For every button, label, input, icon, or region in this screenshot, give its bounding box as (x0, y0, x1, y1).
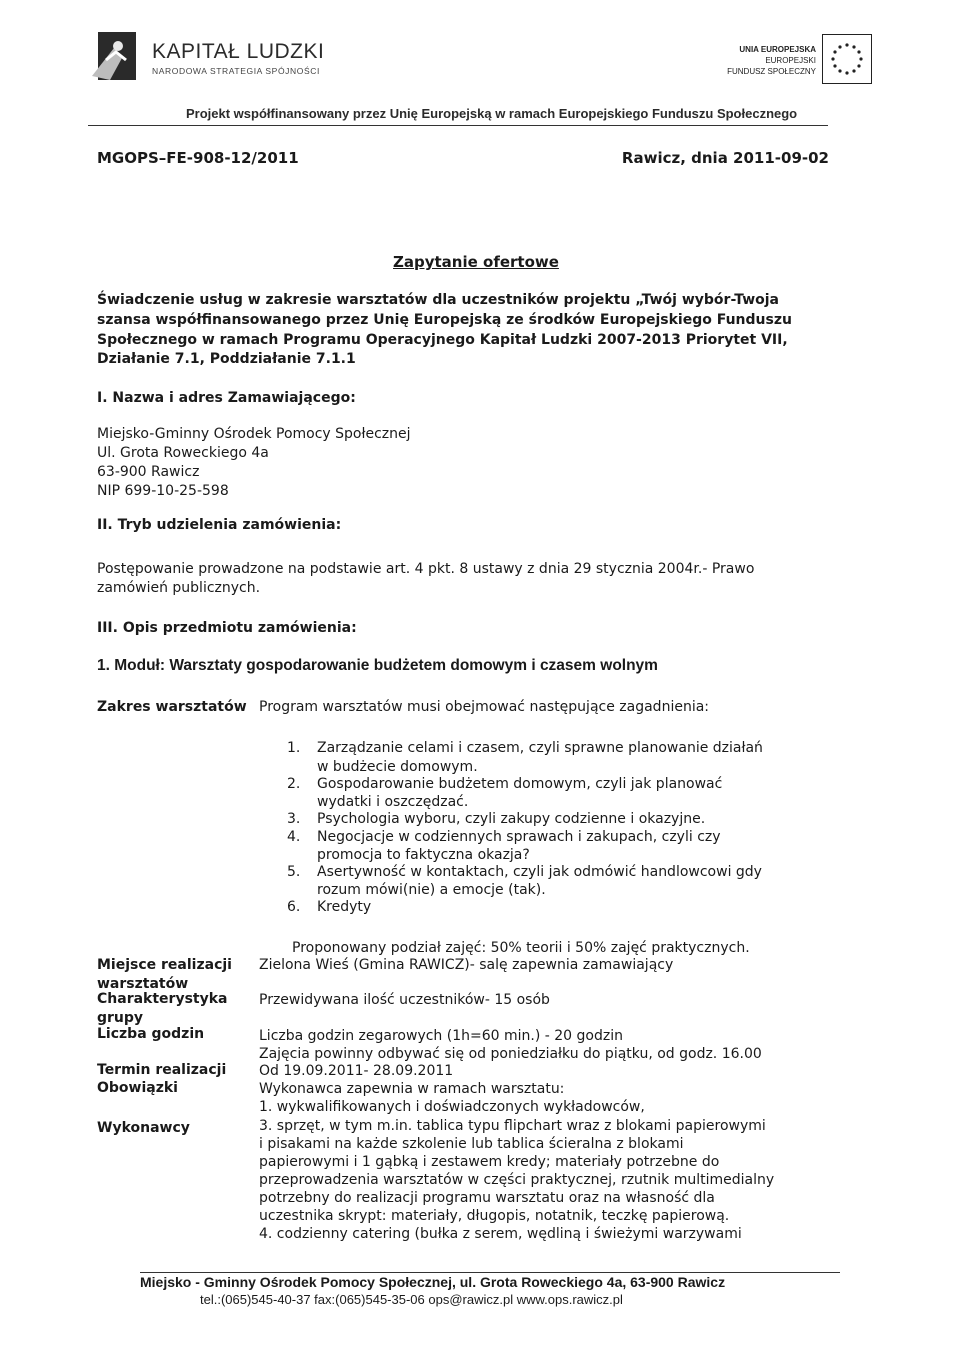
list-item-text: Psychologia wyboru, czyli zakupy codzienne i okazyjne. (317, 811, 706, 827)
duties-line: 4. codzienny catering (bułka z serem, wędliną i świeżymi warzywami (259, 1226, 742, 1242)
place-value: Zielona Wieś (Gmina RAWICZ)- salę zapewnia zamawiający (259, 957, 674, 973)
footer-contacts: tel.:(065)545-40-37 fax:(065)545-35-06 ops@rawicz.pl www.ops.rawicz.pl (200, 1292, 623, 1307)
list-item-text: promocja to faktyczna okazja? (317, 847, 530, 863)
place-label: Miejsce realizacji (97, 957, 232, 973)
contractors-label: Wykonawcy (97, 1120, 190, 1136)
list-item-text: rozum mówi(nie) a emocje (tak). (317, 882, 546, 898)
list-item-number: 1. (287, 740, 301, 756)
duties-line: i pisakami na każde szkolenie lub tablica ścieralna z blokami (259, 1136, 684, 1152)
duties-line: 3. sprzęt, w tym m.in. tablica typu flipchart wraz z blokami papierowymi (259, 1118, 766, 1134)
place-label-cont: warsztatów (97, 976, 189, 992)
ordering-party-line: NIP 699-10-25-598 (97, 483, 229, 499)
reference-number: MGOPS–FE-908-12/2011 (97, 149, 299, 167)
group-label: Charakterystyka (97, 991, 228, 1007)
intro-line: Społecznego w ramach Programu Operacyjnego Kapitał Ludzki 2007-2013 Priorytet VII, (97, 332, 788, 348)
section-heading-subject: III. Opis przedmiotu zamówienia: (97, 620, 357, 636)
list-item-text: w budżecie domowym. (317, 759, 478, 775)
duties-line: przeprowadzenia warsztatów w części praktycznej, rzutnik multimedialny (259, 1172, 775, 1188)
section-heading-ordering-party: I. Nazwa i adres Zamawiającego: (97, 390, 356, 406)
kapital-ludzki-logo (92, 30, 138, 82)
duties-line: Wykonawca zapewnia w ramach warsztatu: (259, 1081, 565, 1097)
list-item-number: 4. (287, 829, 301, 845)
duties-line: uczestnika skrypt: materiały, długopis, notatnik, teczkę papierową. (259, 1208, 730, 1224)
hours-label: Liczba godzin (97, 1026, 205, 1042)
eu-label (727, 44, 816, 77)
list-item-text: Asertywność w kontaktach, czyli jak odmówić handlowcowi gdy (317, 864, 762, 880)
class-division: Proponowany podział zajęć: 50% teorii i 50% zajęć praktycznych. (292, 940, 750, 956)
scope-text: Program warsztatów musi obejmować następujące zagadnienia: (259, 699, 710, 715)
ordering-party-line: Ul. Grota Roweckiego 4a (97, 445, 269, 461)
eu-flag-icon (822, 34, 872, 84)
logo-title: KAPITAŁ LUDZKI (152, 40, 325, 63)
eu-label-line1: UNIA EUROPEJSKA (739, 45, 816, 54)
procedure-line: Postępowanie prowadzone na podstawie art. 4 pkt. 8 ustawy z dnia 29 stycznia 2004r.- Prawo (97, 561, 755, 577)
section-heading-procedure: II. Tryb udzielenia zamówienia: (97, 517, 342, 533)
footer-address: Miejsko - Gminny Ośrodek Pomocy Społecznej, ul. Grota Roweckiego 4a, 63-900 Rawicz (140, 1274, 726, 1290)
eu-label-line3: FUNDUSZ SPOŁECZNY (727, 67, 816, 76)
group-value: Przewidywana ilość uczestników- 15 osób (259, 992, 550, 1008)
footer-divider (140, 1272, 840, 1273)
header-divider (88, 125, 828, 126)
list-item-number: 5. (287, 864, 301, 880)
group-label-cont: grupy (97, 1010, 144, 1026)
term-value: Od 19.09.2011- 28.09.2011 (259, 1063, 454, 1079)
module-title: 1. Moduł: Warsztaty gospodarowanie budżetem domowym i czasem wolnym (97, 657, 658, 674)
document-title: Zapytanie ofertowe (393, 253, 559, 271)
duties-line: 1. wykwalifikowanych i doświadczonych wykładowców, (259, 1099, 645, 1115)
intro-line: Działanie 7.1, Poddziałanie 7.1.1 (97, 351, 356, 367)
scope-label: Zakres warsztatów (97, 699, 247, 715)
list-item-text: Zarządzanie celami i czasem, czyli sprawne planowanie działań (317, 740, 763, 756)
list-item-number: 6. (287, 899, 301, 915)
hours-value: Liczba godzin zegarowych (1h=60 min.) - 20 godzin (259, 1028, 623, 1044)
procedure-line: zamówień publicznych. (97, 580, 261, 596)
document-date: Rawicz, dnia 2011-09-02 (621, 149, 829, 167)
list-item-text: wydatki i oszczędzać. (317, 794, 469, 810)
list-item-number: 3. (287, 811, 301, 827)
ordering-party-line: 63-900 Rawicz (97, 464, 200, 480)
schedule-value: Zajęcia powinny odbywać się od poniedziałku do piątku, od godz. 16.00 (259, 1046, 762, 1062)
ordering-party-line: Miejsko-Gminny Ośrodek Pomocy Społecznej (97, 426, 411, 442)
term-label: Termin realizacji (97, 1062, 227, 1078)
list-item-text: Negocjacje w codziennych sprawach i zakupach, czyli czy (317, 829, 721, 845)
duties-label: Obowiązki (97, 1080, 178, 1096)
cofinance-note: Projekt współfinansowany przez Unię Europejską w ramach Europejskiego Funduszu Społecznego (186, 106, 798, 121)
list-item-text: Kredyty (317, 899, 372, 915)
intro-line: szansa współfinansowanego przez Unię Europejską ze środków Europejskiego Funduszu (97, 312, 792, 328)
intro-line: Świadczenie usług w zakresie warsztatów dla uczestników projektu „Twój wybór-Twoja (97, 292, 780, 308)
duties-line: papierowymi i 1 gąbką i zestawem kredy; materiały potrzebne do (259, 1154, 720, 1170)
list-item-number: 2. (287, 776, 301, 792)
duties-line: potrzebny do realizacji programu warsztatu oraz na własność dla (259, 1190, 715, 1206)
eu-label-line2: EUROPEJSKI (765, 56, 816, 65)
list-item-text: Gospodarowanie budżetem domowym, czyli jak planować (317, 776, 723, 792)
logo-subtitle: NARODOWA STRATEGIA SPÓJNOŚCI (152, 66, 320, 76)
